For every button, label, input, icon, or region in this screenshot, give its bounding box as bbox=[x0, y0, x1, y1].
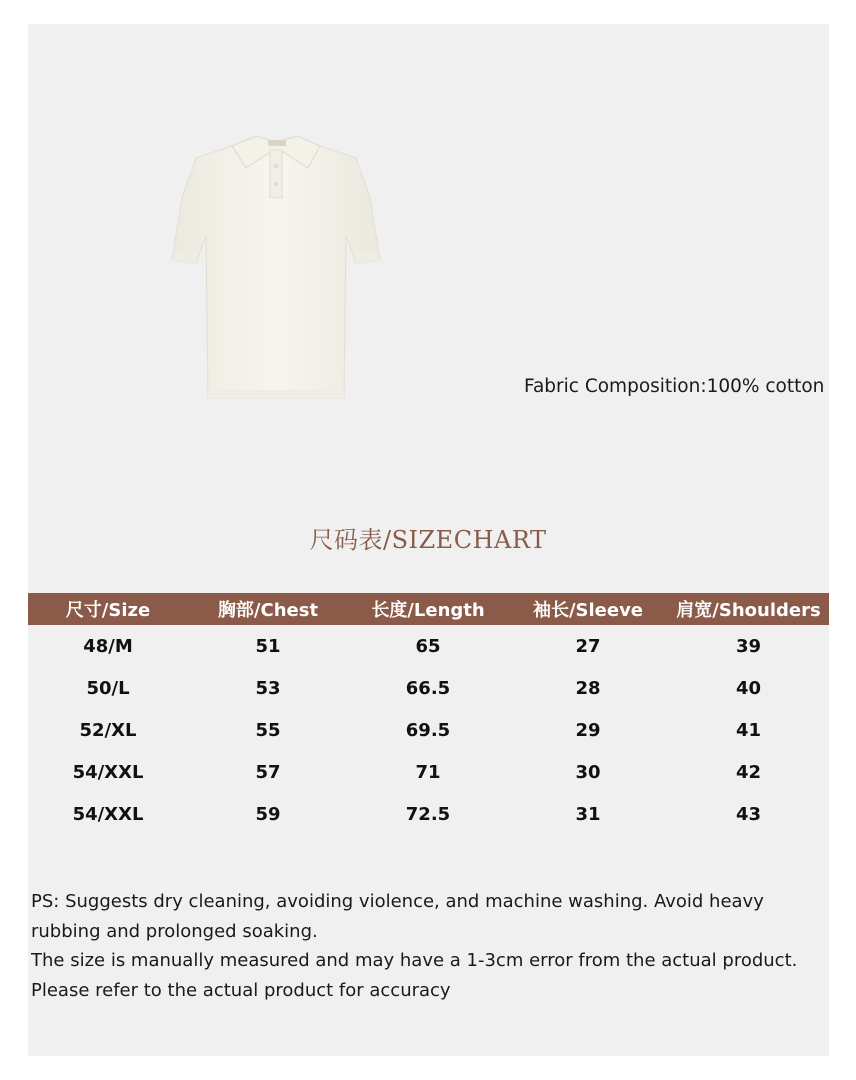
size-chart-title: 尺码表/SIZECHART bbox=[309, 526, 547, 554]
cell-size: 54/XXL bbox=[72, 761, 144, 783]
cell-length: 66.5 bbox=[405, 677, 451, 699]
cell-chest: 57 bbox=[255, 761, 281, 783]
size-chart-header bbox=[28, 593, 829, 625]
cell-shoulders: 42 bbox=[735, 761, 762, 783]
cell-chest: 51 bbox=[255, 635, 281, 657]
size-chart-table bbox=[28, 593, 829, 835]
care-note-size-error: The size is manually measured and may have a 1-3cm error from the actual product. bbox=[31, 950, 798, 971]
cell-shoulders: 40 bbox=[735, 677, 762, 699]
header-shoulders: 肩宽/Shoulders bbox=[676, 600, 821, 621]
cell-shoulders: 39 bbox=[735, 635, 762, 657]
cell-shoulders: 43 bbox=[735, 803, 762, 825]
cell-sleeve: 31 bbox=[575, 803, 601, 825]
care-note-accuracy: Please refer to the actual product for accuracy bbox=[31, 979, 451, 1001]
table-row bbox=[28, 751, 829, 793]
cell-sleeve: 28 bbox=[575, 677, 601, 699]
polo-shirt-image bbox=[170, 128, 382, 402]
header-length: 长度/Length bbox=[371, 600, 485, 621]
table-row bbox=[28, 709, 829, 751]
header-size: 尺寸/Size bbox=[65, 600, 151, 621]
cell-length: 69.5 bbox=[405, 719, 451, 741]
care-notes bbox=[31, 887, 826, 1005]
cell-sleeve: 29 bbox=[575, 719, 601, 741]
cell-sleeve: 27 bbox=[575, 635, 601, 657]
cell-size: 54/XXL bbox=[72, 803, 144, 825]
cell-sleeve: 30 bbox=[575, 761, 601, 783]
table-row bbox=[28, 793, 829, 835]
cell-chest: 53 bbox=[255, 677, 281, 699]
cell-chest: 59 bbox=[255, 803, 281, 825]
care-note-washing: PS: Suggests dry cleaning, avoiding violence, and machine washing. Avoid heavy rubbing and prolonged soaking. bbox=[31, 891, 764, 942]
cell-size: 52/XL bbox=[79, 719, 137, 741]
table-row bbox=[28, 625, 829, 667]
cell-size: 50/L bbox=[86, 677, 130, 699]
header-sleeve: 袖长/Sleeve bbox=[532, 600, 644, 621]
cell-size: 48/M bbox=[83, 635, 133, 657]
table-row bbox=[28, 667, 829, 709]
fabric-composition: Fabric Composition:100% cotton bbox=[524, 376, 825, 397]
cell-length: 71 bbox=[415, 761, 441, 783]
cell-length: 65 bbox=[415, 635, 441, 657]
cell-chest: 55 bbox=[255, 719, 281, 741]
cell-shoulders: 41 bbox=[735, 719, 762, 741]
header-chest: 胸部/Chest bbox=[217, 600, 319, 621]
cell-length: 72.5 bbox=[405, 803, 451, 825]
